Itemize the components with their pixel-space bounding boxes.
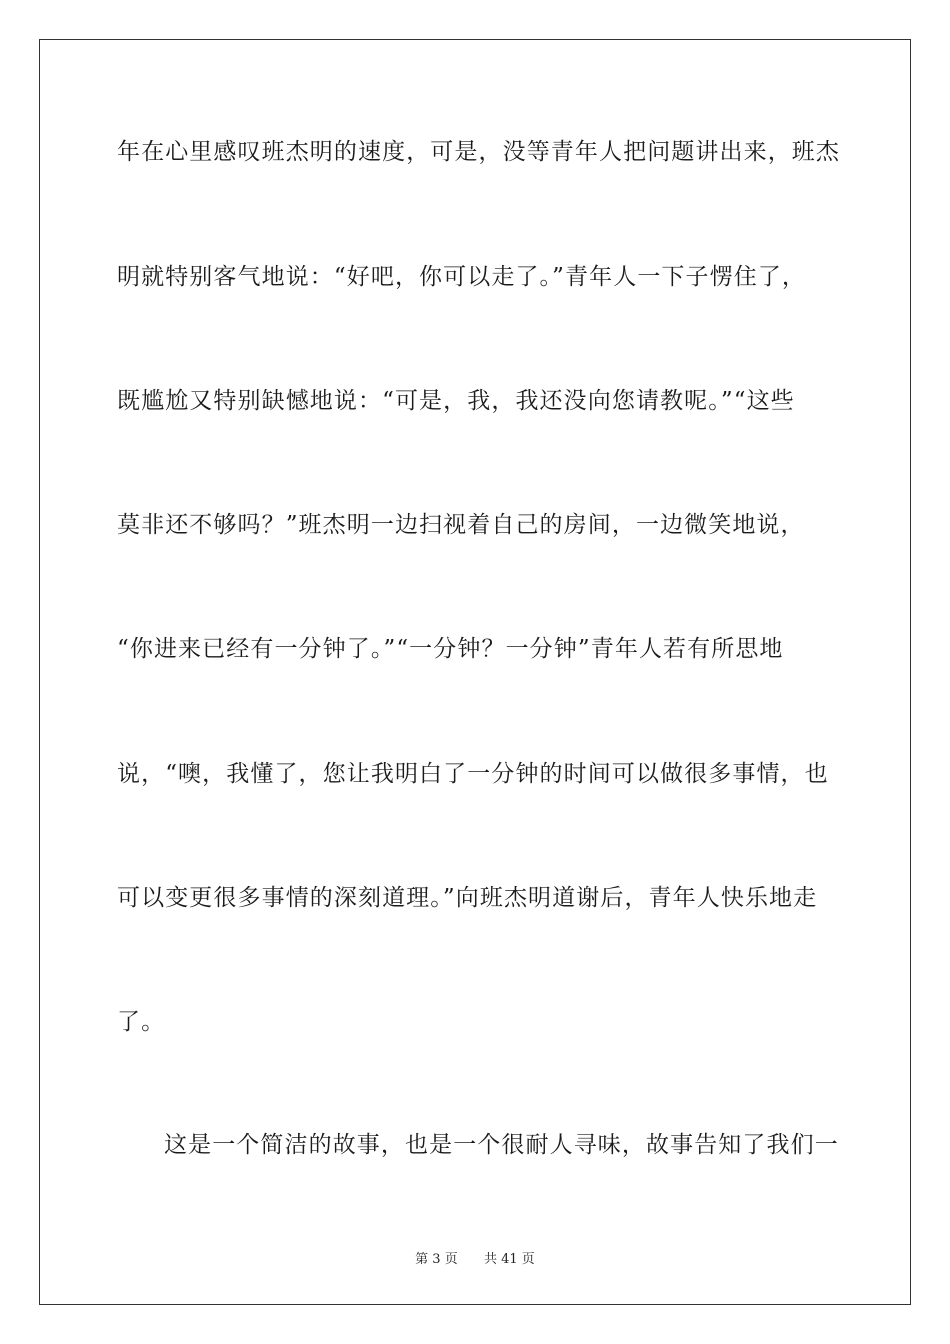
paragraph-line-7: 可以变更很多事情的深刻道理。”向班杰明道谢后，青年人快乐地走 [117,885,818,911]
paragraph-line-6: 说，“噢，我懂了，您让我明白了一分钟的时间可以做很多事情，也 [117,761,829,787]
paragraph-line-9: 这是一个简洁的故事，也是一个很耐人寻味，故事告知了我们一 [164,1132,839,1158]
paragraph-line-5: “你进来已经有一分钟了。”“一分钟？一分钟”青年人若有所思地 [117,636,784,662]
paragraph-line-1: 年在心里感叹班杰明的速度，可是，没等青年人把问题讲出来，班杰 [117,139,840,165]
page-number: 第 3 页 [415,1252,458,1267]
page-footer [0,1248,950,1267]
page-total: 共 41 页 [484,1252,535,1267]
page-border [39,39,911,1305]
paragraph-line-3: 既尴尬又特别缺憾地说：“可是，我，我还没向您请教呢。”“这些 [117,388,795,414]
paragraph-line-8: 了。 [117,1009,166,1035]
paragraph-line-4: 莫非还不够吗？”班杰明一边扫视着自己的房间，一边微笑地说， [117,512,805,538]
paragraph-line-2: 明就特别客气地说：“好吧，你可以走了。”青年人一下子愣住了， [117,264,807,290]
